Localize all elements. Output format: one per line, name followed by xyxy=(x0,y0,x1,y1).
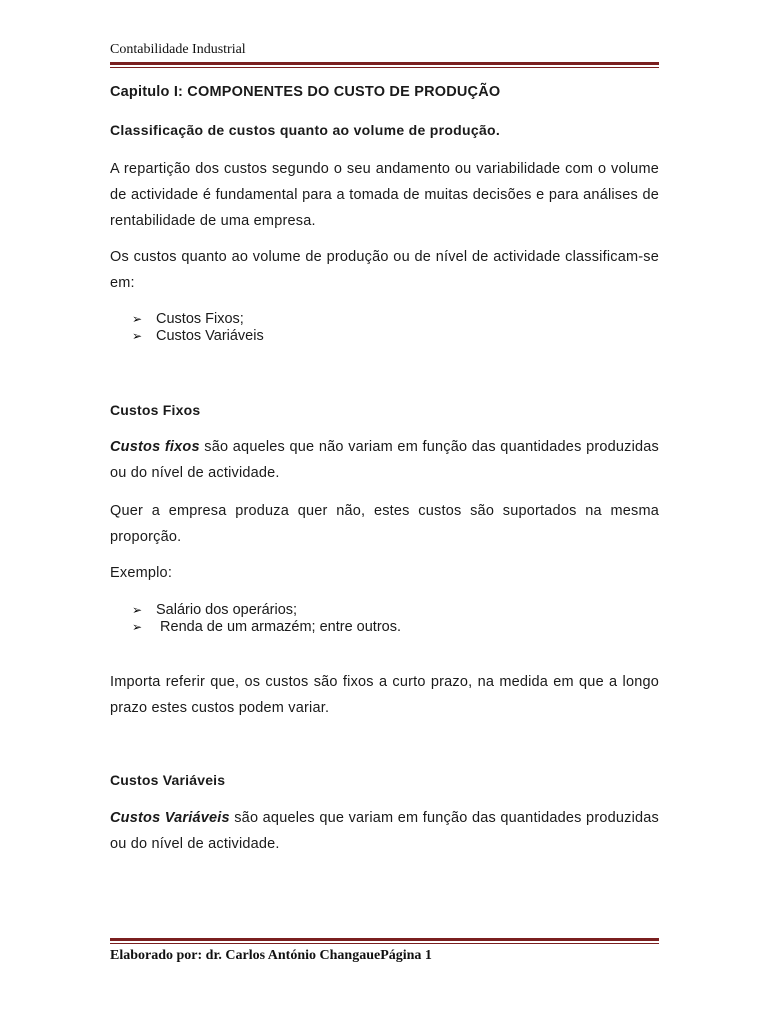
chapter-title: Capitulo I: COMPONENTES DO CUSTO DE PRODUÇÃO xyxy=(110,84,501,100)
page-footer: Elaborado por: dr. Carlos António ChangauePágina 1 xyxy=(110,948,432,963)
list-item-text: Salário dos operários; xyxy=(156,602,298,618)
cost-types-list xyxy=(132,311,264,345)
list-item-text: Renda de um armazém; entre outros. xyxy=(156,619,402,635)
section-subtitle: Classificação de custos quanto ao volume de produção. xyxy=(110,122,501,138)
paragraph-fixed-definition xyxy=(110,434,659,486)
variable-costs-term: Custos Variáveis xyxy=(110,810,230,826)
footer-rule-thin xyxy=(110,943,659,944)
arrow-bullet-icon: ➢ xyxy=(132,312,143,326)
paragraph-classification: Os custos quanto ao volume de produção ou de nível de actividade classificam-se em: xyxy=(110,249,659,291)
variable-costs-heading: Custos Variáveis xyxy=(110,772,226,788)
paragraph-variable-definition xyxy=(110,805,659,857)
fixed-costs-definition: são aqueles que não variam em função das quantidades produzidas ou do nível de actividade. xyxy=(110,439,659,481)
footer-rule xyxy=(110,938,659,944)
arrow-bullet-icon: ➢ xyxy=(132,329,143,343)
arrow-bullet-icon: ➢ xyxy=(132,620,143,634)
list-item xyxy=(132,328,264,345)
list-item xyxy=(132,311,264,328)
fixed-costs-heading: Custos Fixos xyxy=(110,402,201,418)
list-item-text: Custos Fixos; xyxy=(156,311,244,327)
header-rule-thick xyxy=(110,62,659,65)
fixed-costs-term: Custos fixos xyxy=(110,439,200,455)
footer-rule-thick xyxy=(110,938,659,941)
example-label: Exemplo: xyxy=(110,565,173,581)
list-item xyxy=(132,619,401,636)
page-header-title: Contabilidade Industrial xyxy=(110,42,246,57)
list-item xyxy=(132,602,401,619)
header-rule-thin xyxy=(110,67,659,68)
variable-costs-definition: são aqueles que variam em função das quantidades produzidas ou do nível de actividade. xyxy=(110,810,659,852)
examples-list xyxy=(132,602,401,636)
header-rule xyxy=(110,62,659,68)
list-item-text: Custos Variáveis xyxy=(156,328,264,344)
paragraph-short-term: Importa referir que, os custos são fixos a curto prazo, na medida em que a longo prazo estes custos podem variar. xyxy=(110,674,659,716)
paragraph-fixed-support: Quer a empresa produza quer não, estes custos são suportados na mesma proporção. xyxy=(110,503,659,545)
arrow-bullet-icon: ➢ xyxy=(132,603,143,617)
paragraph-intro: A repartição dos custos segundo o seu andamento ou variabilidade com o volume de actividade é fundamental para a tomada de muitas decisões e para análises de rentabilidade de uma empresa. xyxy=(110,161,659,229)
